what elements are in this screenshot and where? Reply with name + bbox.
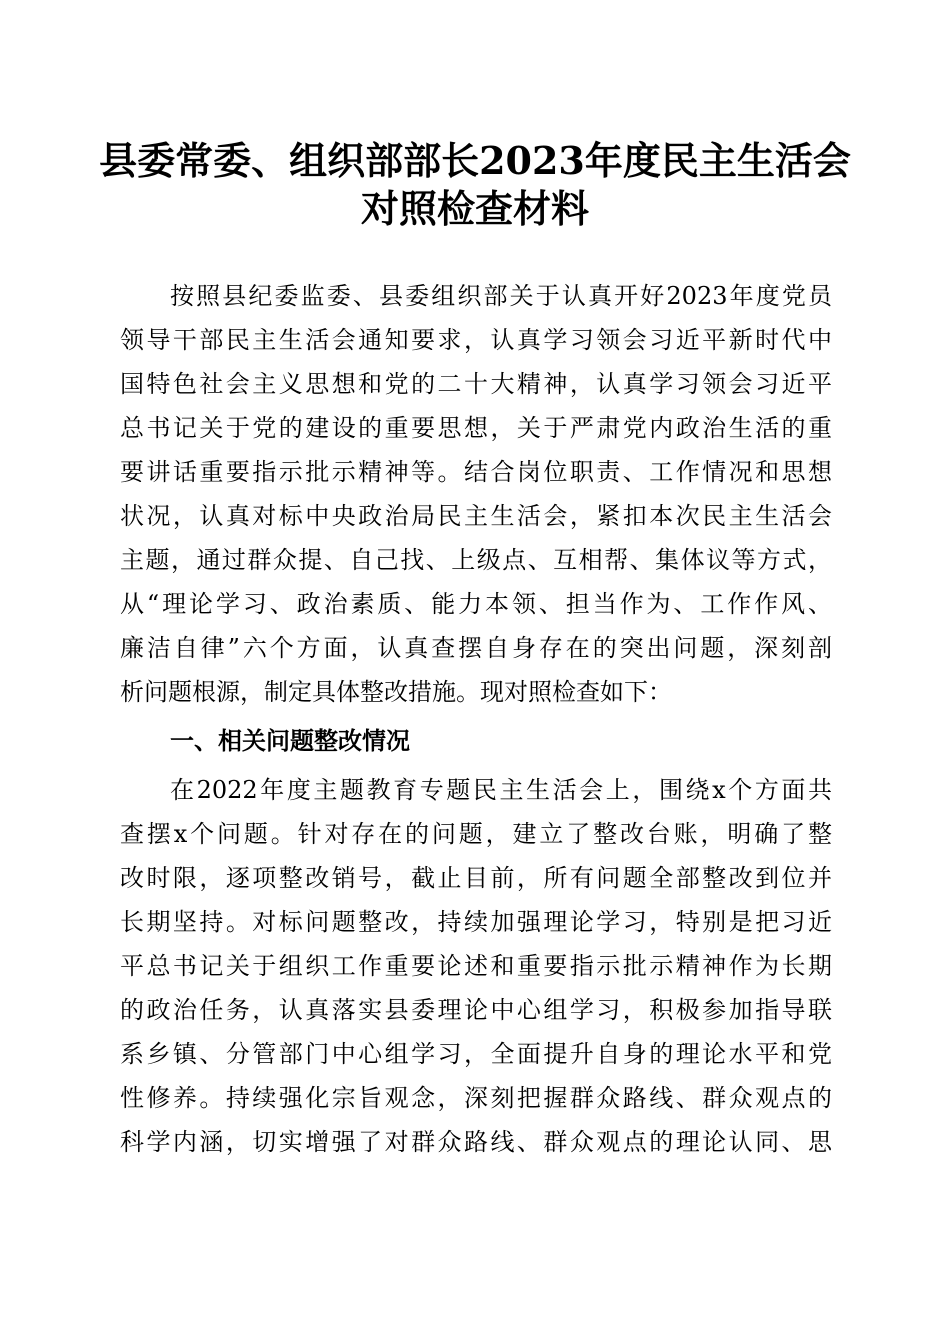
section-paragraph-line: 在2022年度主题教育专题民主生活会上，围绕x个方面共 [170,776,832,804]
intro-paragraph-line: 按照县纪委监委、县委组织部关于认真开好2023年度党员 [170,282,832,310]
intro-paragraph-line: 领导干部民主生活会通知要求，认真学习领会习近平新时代中 [120,326,832,354]
section-paragraph-line: 平总书记关于组织工作重要论述和重要指示批示精神作为长期 [120,952,832,980]
section-paragraph-line: 系乡镇、分管部门中心组学习，全面提升自身的理论水平和党 [120,1040,832,1068]
section-heading: 一、相关问题整改情况 [170,727,410,755]
section-paragraph-line: 长期坚持。对标问题整改，持续加强理论学习，特别是把习近 [120,908,832,936]
section-paragraph-line: 性修养。持续强化宗旨观念，深刻把握群众路线、群众观点的 [120,1084,832,1112]
intro-paragraph-line: 主题，通过群众提、自己找、上级点、互相帮、集体议等方式， [120,546,832,574]
section-paragraph-line: 科学内涵，切实增强了对群众路线、群众观点的理论认同、思 [120,1128,832,1156]
section-paragraph-line: 改时限，逐项整改销号，截止目前，所有问题全部整改到位并 [120,864,832,892]
section-paragraph-line: 查摆x个问题。针对存在的问题，建立了整改台账，明确了整 [120,820,832,848]
intro-paragraph-line: 总书记关于党的建设的重要思想，关于严肃党内政治生活的重 [120,414,832,442]
intro-paragraph-line: 析问题根源，制定具体整改措施。现对照检查如下： [120,678,672,706]
intro-paragraph-line: 廉洁自律”六个方面，认真查摆自身存在的突出问题，深刻剖 [120,634,832,662]
intro-paragraph-line: 国特色社会主义思想和党的二十大精神，认真学习领会习近平 [120,370,832,398]
intro-paragraph-line: 从“理论学习、政治素质、能力本领、担当作为、工作作风、 [120,590,832,618]
intro-paragraph-line: 状况，认真对标中央政治局民主生活会，紧扣本次民主生活会 [120,502,832,530]
document-title-line-1: 县委常委、组织部部长2023年度民主生活会 [99,138,851,183]
intro-paragraph-line: 要讲话重要指示批示精神等。结合岗位职责、工作情况和思想 [120,458,832,486]
document-title-line-2: 对照检查材料 [360,186,589,231]
section-paragraph-line: 的政治任务，认真落实县委理论中心组学习，积极参加指导联 [120,996,832,1024]
